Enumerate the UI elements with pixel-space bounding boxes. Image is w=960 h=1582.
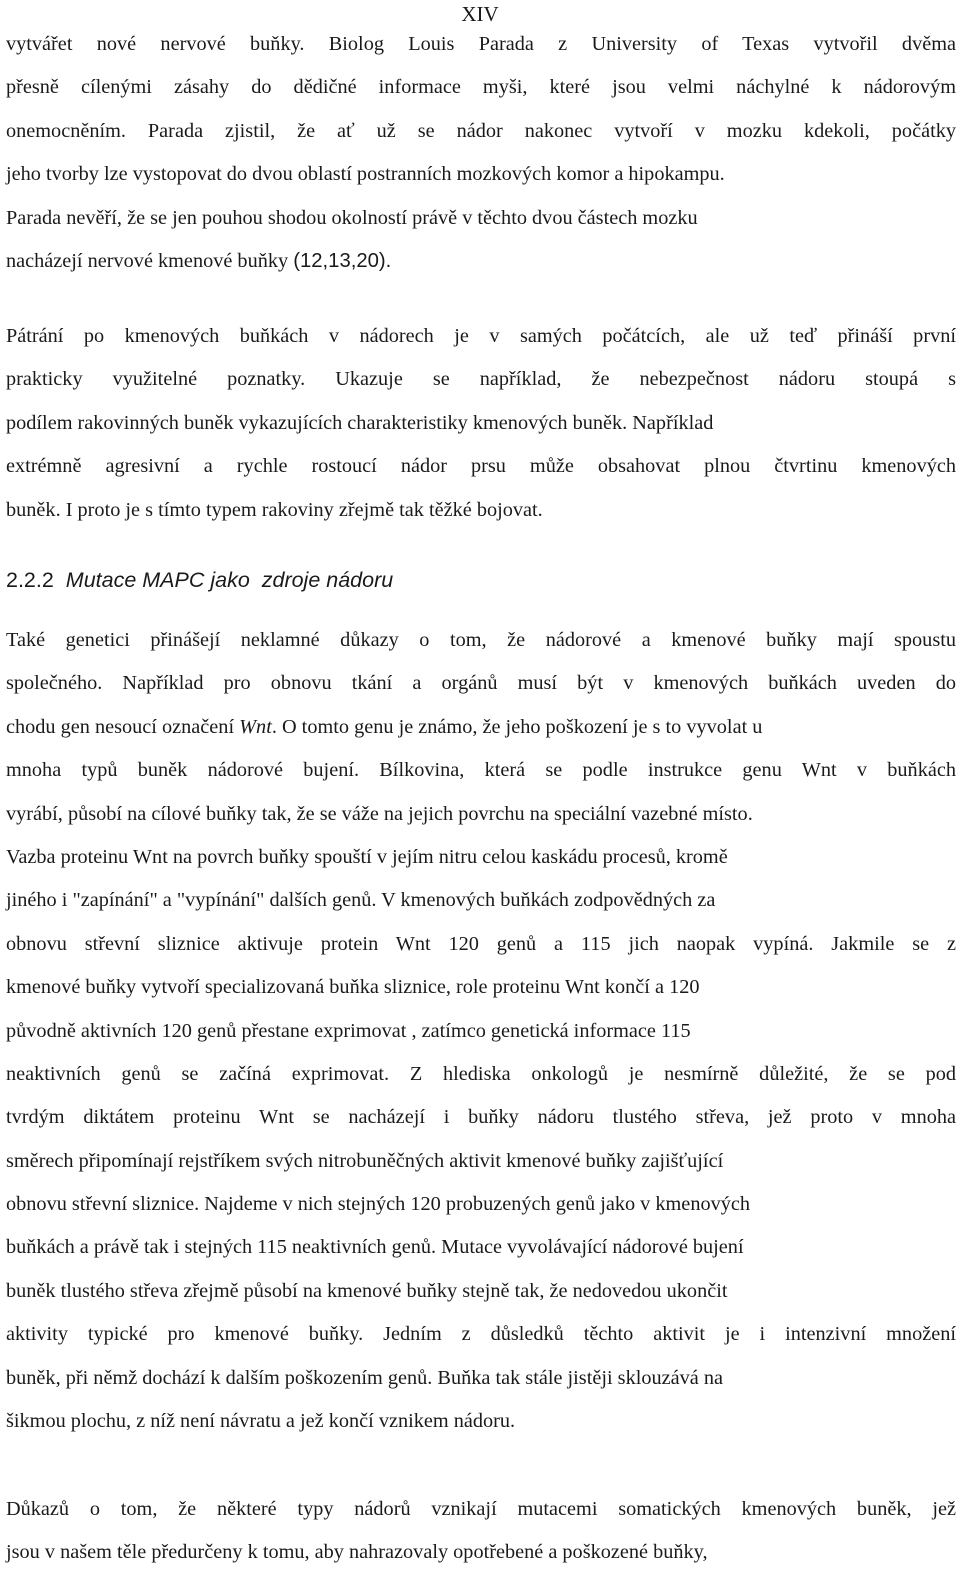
- section-number: 2.2.2: [6, 568, 54, 592]
- paragraph-2: [6, 315, 956, 532]
- text-line: obnovu střevní sliznice aktivuje protein Wnt 120 genů a 115 jich naopak vypíná. Jakmile se z: [6, 932, 956, 955]
- text-line: podílem rakovinných buněk vykazujících charakteristiky kmenových buněk. Například: [6, 411, 714, 434]
- page-number: XIV: [461, 2, 499, 26]
- text-line: tvrdým diktátem proteinu Wnt se nacházejí i buňky nádoru tlustého střeva, jež proto v mnoha: [6, 1106, 956, 1129]
- text-line: původně aktivních 120 genů přestane exprimovat , zatímco genetická informace 115: [6, 1019, 691, 1042]
- text-line: mnoha typů buněk nádorové bujení. Bílkovina, která se podle instrukce genu Wnt v buňkách: [6, 759, 956, 782]
- text-line: aktivity typické pro kmenové buňky. Jedním z důsledků těchto aktivit je i intenzivní množení: [6, 1323, 956, 1346]
- text-line: obnovu střevní sliznice. Najdeme v nich stejných 120 probuzených genů jako v kmenových: [6, 1193, 751, 1216]
- text-line: buněk, při němž dochází k dalším poškozením genů. Buňka tak stále jistěji sklouzává na: [6, 1366, 723, 1389]
- text-line: Důkazů o tom, že některé typy nádorů vznikají mutacemi somatických kmenových buněk, jež: [6, 1498, 956, 1520]
- text-line: Také genetici přinášejí neklamné důkazy o tom, že nádorové a kmenové buňky mají spoustu: [6, 629, 956, 651]
- text-line: buněk. I proto je s tímto typem rakoviny zřejmě tak těžké bojovat.: [6, 498, 543, 521]
- text-line: směrech připomínají rejstříkem svých nitrobuněčných aktivit kmenové buňky zajišťující: [6, 1149, 724, 1172]
- text-line: vyrábí, působí na cílové buňky tak, že se váže na jejich povrchu na speciální vazebné místo.: [6, 802, 753, 825]
- text-line: neaktivních genů se začíná exprimovat. Z hlediska onkologů je nesmírně důležité, že se pod: [6, 1062, 956, 1085]
- line-text: nacházejí nervové kmenové buňky: [6, 249, 294, 272]
- paragraph-4: [6, 1488, 956, 1575]
- text-line: extrémně agresivní a rychle rostoucí nádor prsu může obsahovat plnou čtvrtinu kmenových: [6, 455, 956, 478]
- section-heading: [6, 562, 393, 598]
- gene-name: Wnt: [239, 715, 272, 738]
- text-line: jsou v našem těle předurčeny k tomu, aby nahrazovaly opotřebené a poškozené buňky,: [6, 1541, 708, 1564]
- text-line: jeho tvorby lze vystopovat do dvou oblastí postranních mozkových komor a hipokampu.: [6, 163, 725, 186]
- line-text: . O tomto genu je známo, že jeho poškození je s to vyvolat u: [271, 715, 763, 738]
- text-line: buňkách a právě tak i stejných 115 neaktivních genů. Mutace vyvolávající nádorové bujení: [6, 1236, 744, 1259]
- text-line: Parada nevěří, že se jen pouhou shodou okolností právě v těchto dvou částech mozku: [6, 206, 698, 229]
- text-line: Pátrání po kmenových buňkách v nádorech je v samých počátcích, ale už teď přináší první: [6, 325, 956, 347]
- text-line: přesně cílenými zásahy do dědičné informace myši, které jsou velmi náchylné k nádorovým: [6, 76, 956, 99]
- text-line: šikmou plochu, z níž není návratu a jež končí vznikem nádoru.: [6, 1410, 516, 1433]
- text-line: buněk tlustého střeva zřejmě působí na kmenové buňky stejně tak, že nedovedou ukončit: [6, 1279, 728, 1302]
- text-line: onemocněním. Parada zjistil, že ať už se nádor nakonec vytvoří v mozku kdekoli, počátky: [6, 119, 956, 142]
- text-line: prakticky využitelné poznatky. Ukazuje se například, že nebezpečnost nádoru stoupá s: [6, 368, 956, 391]
- paragraph-1: [6, 23, 956, 283]
- text-line: [6, 706, 956, 749]
- section-title: Mutace MAPC jako zdroje nádoru: [65, 568, 394, 592]
- line-text: chodu gen nesoucí označení: [6, 715, 240, 738]
- paragraph-3: [6, 619, 956, 1443]
- text-line: Vazba proteinu Wnt na povrch buňky spouští v jejím nitru celou kaskádu procesů, kromě: [6, 845, 728, 868]
- text-line: společného. Například pro obnovu tkání a orgánů musí být v kmenových buňkách uveden do: [6, 672, 956, 695]
- citation: (12,13,20).: [293, 249, 392, 272]
- text-line: vytvářet nové nervové buňky. Biolog Louis Parada z University of Texas vytvořil dvěma: [6, 33, 956, 55]
- text-line: jiného i "zapínání" a "vypínání" dalších genů. V kmenových buňkách zodpovědných za: [6, 889, 716, 912]
- text-line: kmenové buňky vytvoří specializovaná buňka sliznice, role proteinu Wnt končí a 120: [6, 976, 700, 999]
- text-line-last: [6, 240, 956, 283]
